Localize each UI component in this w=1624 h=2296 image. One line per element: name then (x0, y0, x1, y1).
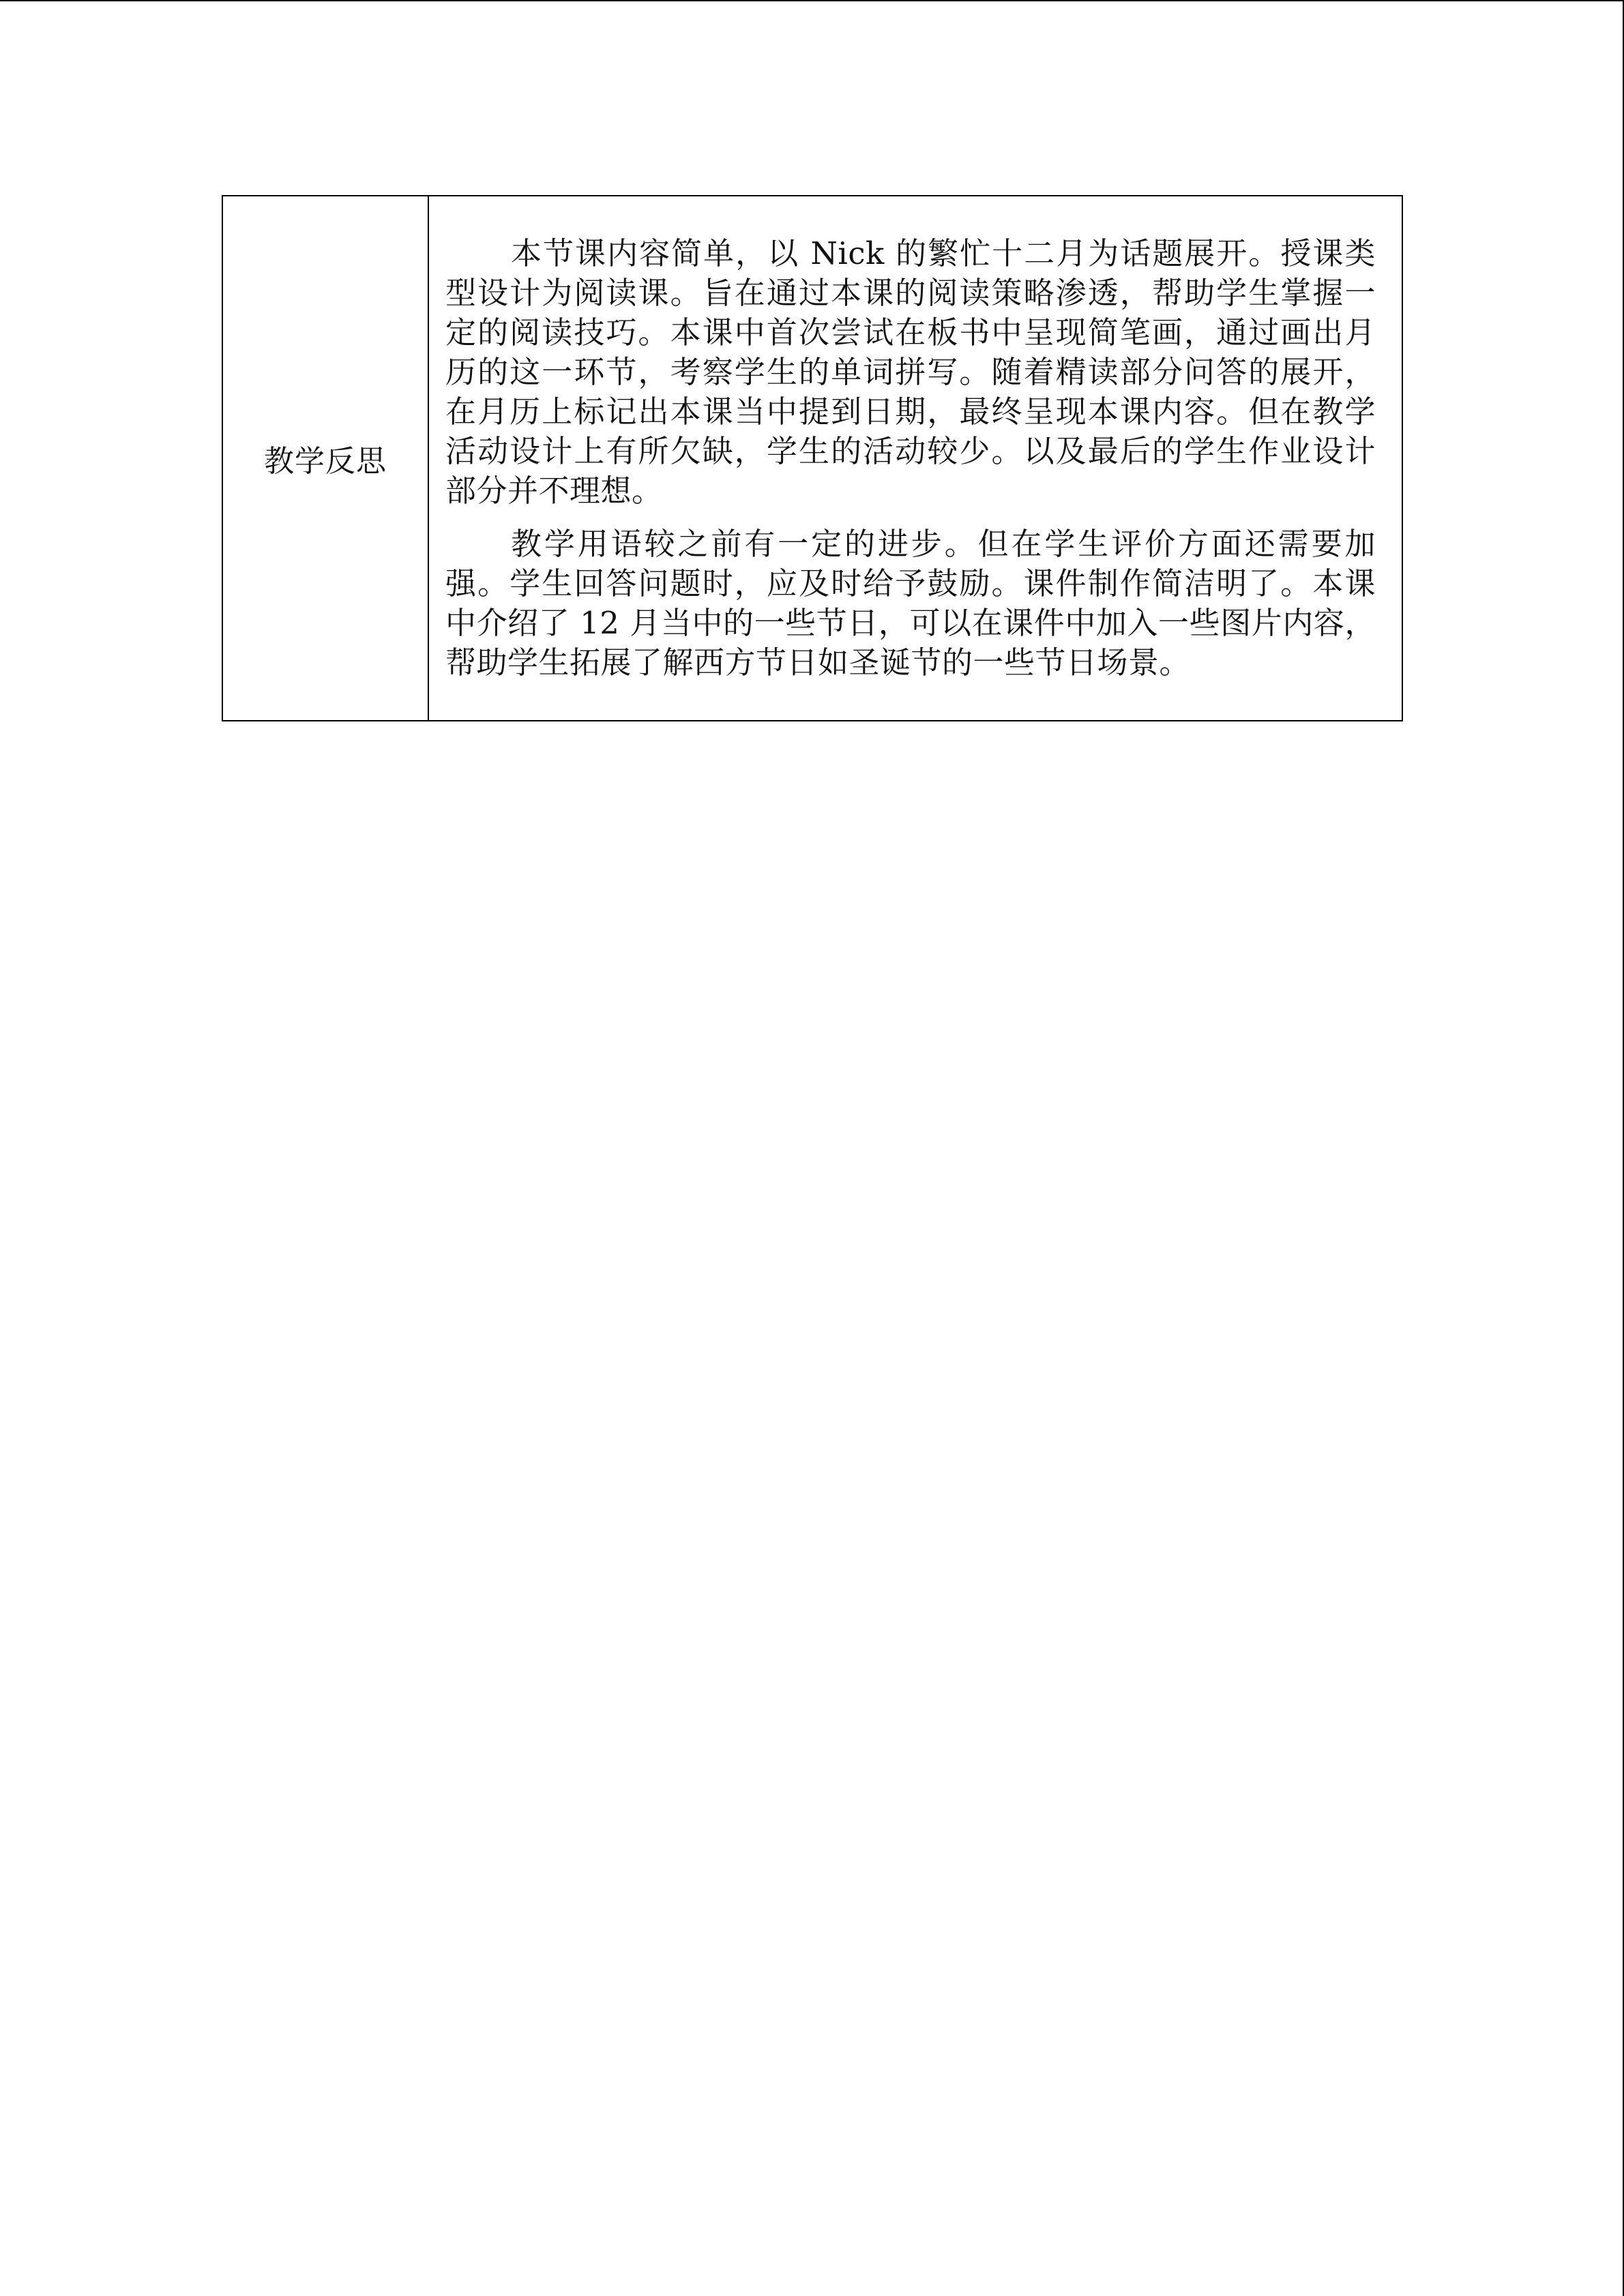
reflection-content-cell (428, 196, 1402, 721)
row-label-cell (222, 196, 428, 721)
table-row (222, 196, 1402, 721)
reflection-paragraph-2: 教学用语较之前有一定的进步。但在学生评价方面还需要加强。学生回答问题时，应及时给予鼓励。课件制作简洁明了。本课中介绍了 12 月当中的一些节日，可以在课件中加入一些图片内容，帮助学生拓展了解西方节日如圣诞节的一些节日场景。 (445, 526, 1376, 681)
teaching-reflection-table (222, 195, 1403, 721)
reflection-paragraph-1: 本节课内容简单，以 Nick 的繁忙十二月为话题展开。授课类型设计为阅读课。旨在通过本课的阅读策略渗透，帮助学生掌握一定的阅读技巧。本课中首次尝试在板书中呈现简笔画，通过画出月历的这一环节，考察学生的单词拼写。随着精读部分问答的展开，在月历上标记出本课当中提到日期，最终呈现本课内容。但在教学活动设计上有所欠缺，学生的活动较少。以及最后的学生作业设计部分并不理想。 (445, 235, 1376, 509)
row-label: 教学反思 (264, 444, 387, 479)
page-top-border (0, 0, 1624, 1)
